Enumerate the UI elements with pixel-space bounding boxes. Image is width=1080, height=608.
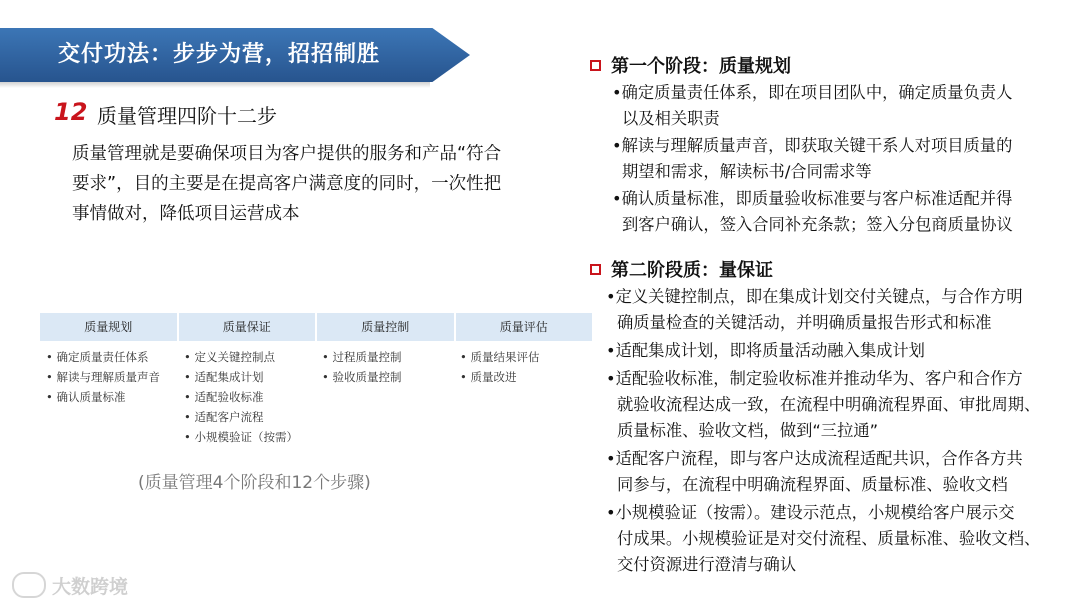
section1-line: •确认质量标准，即质量验收标准要与客户标准适配并得 (612, 189, 1013, 208)
phase-body-row (40, 341, 592, 447)
phase-item: • 质量结果评估 (460, 350, 540, 364)
phase-column (40, 347, 178, 447)
section2-heading (590, 256, 773, 282)
section1-heading-text: 第一个阶段：质量规划 (611, 56, 791, 77)
phase-table (40, 313, 592, 447)
section1-line: •解读与理解质量声音，即获取关键干系人对项目质量的 (612, 136, 1013, 155)
phase-item: • 质量改进 (460, 370, 517, 384)
step-number: 12 (54, 98, 88, 126)
section2-line: 确质量检查的关键活动，并明确质量报告形式和标准 (617, 313, 992, 332)
page-title: 交付功法：步步为营，招招制胜 (58, 42, 381, 67)
section2-line: 质量标准、验收文档，做到“三拉通” (617, 421, 879, 440)
section1-line: 以及相关职责 (622, 109, 720, 128)
square-bullet-icon (590, 264, 601, 275)
phase-column (178, 347, 316, 447)
phase-item: • 适配客户流程 (184, 410, 264, 424)
section1-heading (590, 52, 791, 78)
section1-line: 到客户确认，签入合同补充条款；签入分包商质量协议 (622, 215, 1013, 234)
phase-header-row (40, 313, 592, 341)
section2-line: •适配客户流程，即与客户达成流程适配共识，合作各方共 (606, 449, 1023, 468)
phase-item: • 验收质量控制 (322, 370, 402, 384)
phase-column (454, 347, 592, 447)
section2-line: •适配验收标准，制定验收标准并推动华为、客户和合作方 (606, 369, 1023, 388)
phase-column (316, 347, 454, 447)
table-caption: (质量管理4个阶段和12个步骤) (138, 473, 371, 493)
phase-item: • 适配验收标准 (184, 390, 264, 404)
section2-line: •定义关键控制点，即在集成计划交付关键点，与合作方明 (606, 287, 1023, 306)
banner-shadow (0, 82, 430, 88)
phase-item: • 确定质量责任体系 (46, 350, 149, 364)
phase-item: • 确认质量标准 (46, 390, 126, 404)
watermark-text: 大数跨境 (52, 576, 129, 598)
phase-item: • 适配集成计划 (184, 370, 264, 384)
watermark-logo-icon (12, 572, 46, 598)
section2-heading-text: 第二阶段质：量保证 (611, 260, 773, 281)
phase-item: • 定义关键控制点 (184, 350, 275, 364)
phase-header: 质量保证 (179, 313, 316, 341)
phase-item: • 过程质量控制 (322, 350, 402, 364)
section2-line: 付成果。小规模验证是对交付流程、质量标准、验收文档、 (617, 529, 1041, 548)
section2-line: •适配集成计划，即将质量活动融入集成计划 (606, 341, 925, 360)
intro-paragraph: 质量管理就是要确保项目为客户提供的服务和产品“符合要求”，目的主要是在提高客户满意度的同时，一次性把事情做对，降低项目运营成本 (72, 144, 502, 224)
section2-line: 交付资源进行澄清与确认 (617, 555, 797, 574)
section1-line: 期望和需求，解读标书/合同需求等 (622, 162, 872, 181)
section2-line: 同参与，在流程中明确流程界面、质量标准、验收文档 (617, 475, 1008, 494)
section2-line: •小规模验证（按需）。建设示范点，小规模给客户展示交 (606, 503, 1015, 522)
section1-line: •确定质量责任体系，即在项目团队中，确定质量负责人 (612, 83, 1013, 102)
phase-header: 质量规划 (40, 313, 177, 341)
section2-line: 就验收流程达成一致，在流程中明确流程界面、审批周期、 (617, 395, 1041, 414)
phase-header: 质量控制 (317, 313, 454, 341)
square-bullet-icon (590, 60, 601, 71)
phase-header: 质量评估 (456, 313, 593, 341)
phase-item: • 解读与理解质量声音 (46, 370, 160, 384)
step-title: 质量管理四阶十二步 (97, 104, 277, 128)
phase-item: • 小规模验证（按需） (184, 430, 298, 444)
